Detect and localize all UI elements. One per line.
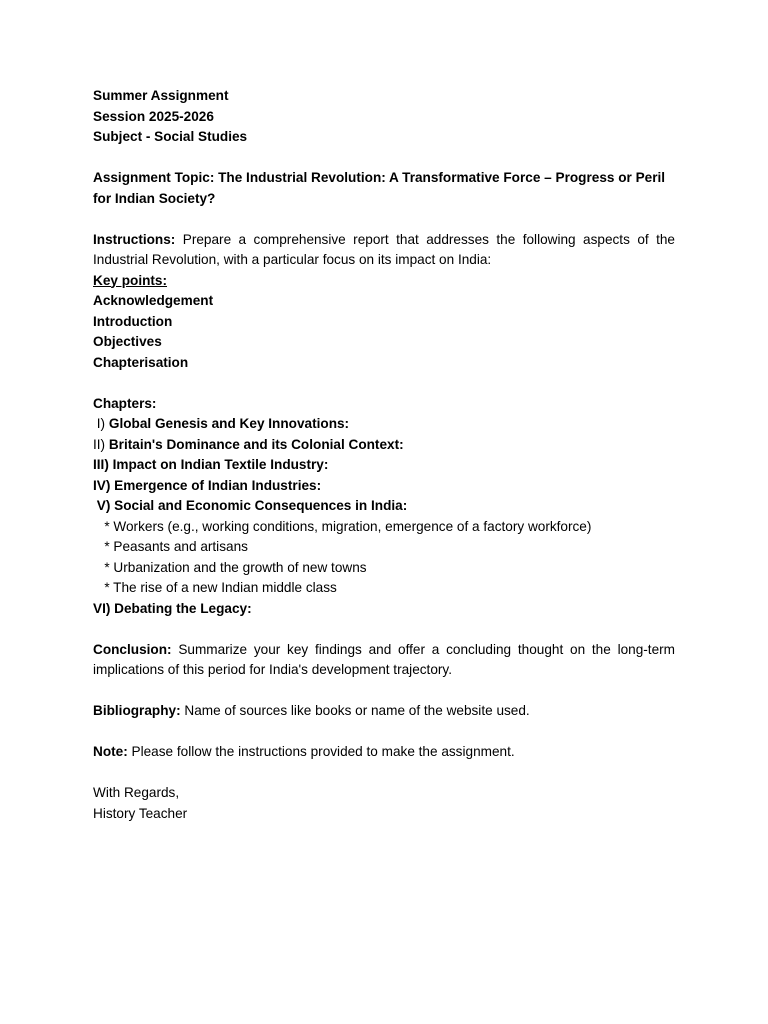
chapter-1-title: Global Genesis and Key Innovations:: [108, 416, 350, 431]
key-point-item: Objectives: [93, 334, 162, 349]
chapter-3: III) Impact on Indian Textile Industry:: [93, 457, 329, 472]
bibliography-label: Bibliography:: [93, 703, 181, 718]
instructions-text: Prepare a comprehensive report that addresses the following aspects of the Industrial Revolution, with a particular focus on its impact on India:: [93, 231, 679, 267]
conclusion-label: Conclusion:: [93, 641, 172, 657]
bibliography-paragraph: [93, 701, 675, 722]
chapter-5: V) Social and Economic Consequences in India:: [93, 498, 408, 513]
spacer: [93, 681, 675, 702]
key-point-item: Chapterisation: [93, 354, 189, 370]
chapter-5-subpoint: * Urbanization and the growth of new towns: [93, 559, 367, 575]
key-point-item: Introduction: [93, 313, 173, 329]
chapter-6: VI) Debating the Legacy:: [93, 600, 252, 616]
instructions-paragraph: [93, 230, 679, 271]
chapter-2: [93, 435, 675, 456]
key-points-label: Key points:: [93, 272, 168, 288]
key-point-item: Acknowledgement: [93, 293, 214, 308]
signoff-author: History Teacher: [93, 805, 188, 821]
conclusion-text: Summarize your key findings and offer a concluding thought on the long-term implications of this period for India's development trajectory.: [93, 641, 679, 677]
spacer: [93, 619, 675, 640]
chapter-1: [93, 414, 675, 435]
signoff-regards: With Regards,: [93, 785, 180, 800]
chapter-1-number: I): [93, 416, 109, 431]
note-label: Note:: [93, 744, 128, 759]
bibliography-text: Name of sources like books or name of the website used.: [180, 703, 530, 718]
chapter-5-subpoint: * Workers (e.g., working conditions, migration, emergence of a factory workforce): [93, 518, 592, 534]
document-page: [93, 86, 679, 824]
note-paragraph: [93, 742, 675, 763]
spacer: [93, 722, 675, 743]
chapter-5-subpoint: * The rise of a new Indian middle class: [93, 580, 337, 595]
key-points-heading: [93, 271, 675, 292]
conclusion-paragraph: [93, 640, 679, 681]
spacer: [93, 148, 675, 169]
instructions-label: Instructions:: [93, 231, 176, 247]
spacer: [93, 763, 675, 784]
spacer: [93, 373, 675, 394]
chapter-4: IV) Emergence of Indian Industries:: [93, 477, 322, 493]
chapter-2-title: Britain's Dominance and its Colonial Context:: [108, 436, 404, 452]
chapter-5-subpoint: * Peasants and artisans: [93, 539, 248, 554]
note-text: Please follow the instructions provided to make the assignment.: [127, 744, 515, 759]
session-line: Session 2025-2026: [93, 108, 214, 124]
subject-line: Subject - Social Studies: [93, 129, 248, 144]
assignment-title: Summer Assignment: [93, 88, 229, 103]
chapter-2-number: II): [93, 436, 109, 452]
assignment-topic: Assignment Topic: The Industrial Revolution: A Transformative Force – Progress or Peril for Indian Society?: [93, 170, 669, 206]
chapters-heading: Chapters:: [93, 395, 157, 411]
spacer: [93, 209, 675, 230]
